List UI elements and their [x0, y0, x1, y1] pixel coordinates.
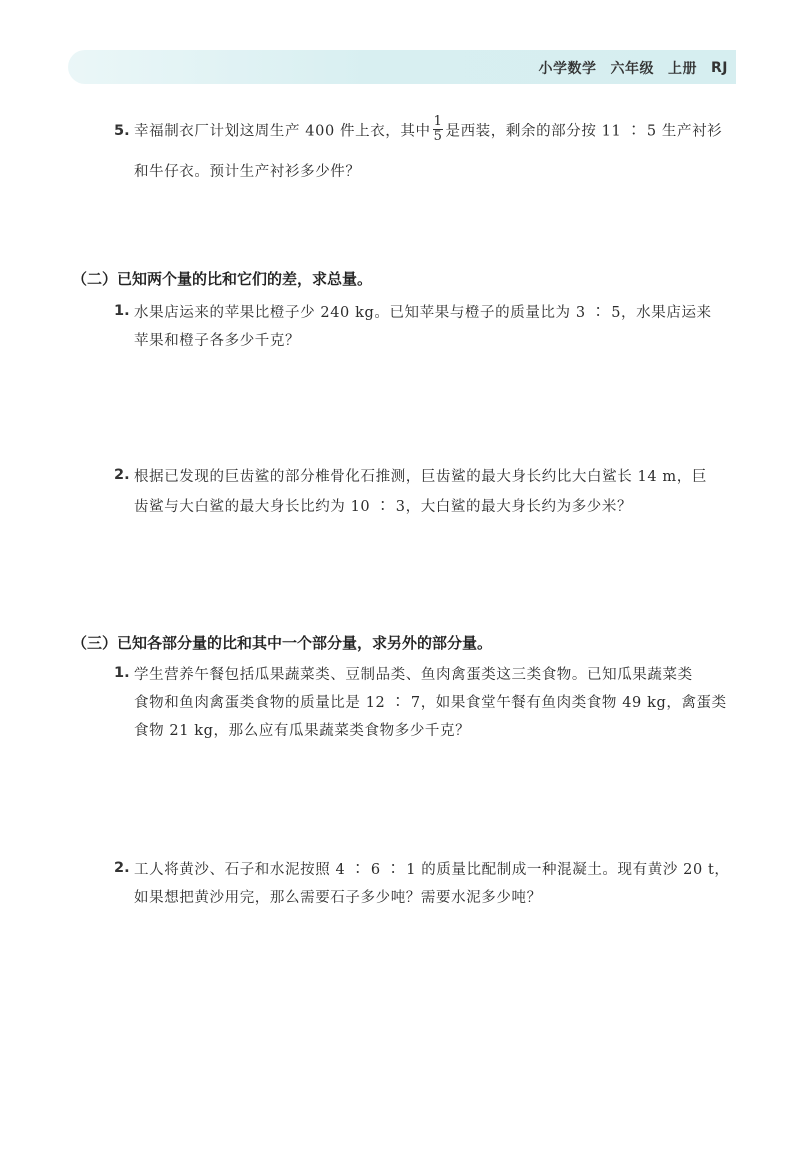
- fraction-denominator: 5: [433, 129, 443, 144]
- header-volume: 上册: [668, 61, 697, 77]
- section-2-q2-number: 2.: [114, 467, 130, 483]
- section-3-heading: （三）已知各部分量的比和其中一个部分量，求另外的部分量。: [72, 634, 493, 652]
- page-header: [539, 58, 729, 78]
- section-2-heading: （二）已知两个量的比和它们的差，求总量。: [72, 270, 373, 288]
- section-2-q1-number: 1.: [114, 303, 130, 319]
- problem-5-text-before: 幸福制衣厂计划这周生产 400 件上衣，其中: [134, 123, 431, 140]
- section-3-q2-line2: 如果想把黄沙用完，那么需要石子多少吨？需要水泥多少吨？: [134, 890, 542, 906]
- section-2-q1-line1: 水果店运来的苹果比橙子少 240 kg。已知苹果与橙子的质量比为 3 ∶ 5，水果店运来: [134, 305, 712, 321]
- problem-5-line1: [134, 114, 723, 146]
- section-3-q2-line1: 工人将黄沙、石子和水泥按照 4 ∶ 6 ∶ 1 的质量比配制成一种混凝土。现有黄沙 20 t，: [134, 862, 730, 878]
- fraction-one-fifth: [433, 115, 444, 144]
- section-3-q1-line2: 食物和鱼肉禽蛋类食物的质量比是 12 ∶ 7，如果食堂午餐有鱼肉类食物 49 kg，禽蛋类: [134, 695, 727, 711]
- section-2-q2-line1: 根据已发现的巨齿鲨的部分椎骨化石推测，巨齿鲨的最大身长约比大白鲨长 14 m，巨: [134, 469, 707, 485]
- section-3-q1-line1: 学生营养午餐包括瓜果蔬菜类、豆制品类、鱼肉禽蛋类这三类食物。已知瓜果蔬菜类: [134, 667, 693, 683]
- problem-5-line2: 和牛仔衣。预计生产衬衫多少件？: [134, 164, 361, 180]
- fraction-numerator: 1: [433, 114, 443, 129]
- problem-5-text-after: 是西装，剩余的部分按 11 ∶ 5 生产衬衫: [445, 123, 723, 140]
- section-2-q2-line2: 齿鲨与大白鲨的最大身长比约为 10 ∶ 3，大白鲨的最大身长约为多少米？: [134, 499, 633, 515]
- section-3-q2-number: 2.: [114, 860, 130, 876]
- section-2-q1-line2: 苹果和橙子各多少千克？: [134, 333, 301, 349]
- section-3-q1-line3: 食物 21 kg，那么应有瓜果蔬菜类食物多少千克？: [134, 723, 471, 739]
- header-edition: RJ: [711, 60, 728, 76]
- header-subject: 小学数学: [538, 61, 597, 77]
- section-3-q1-number: 1.: [114, 665, 130, 681]
- problem-5-number: 5.: [114, 123, 130, 139]
- header-grade: 六年级: [610, 61, 654, 77]
